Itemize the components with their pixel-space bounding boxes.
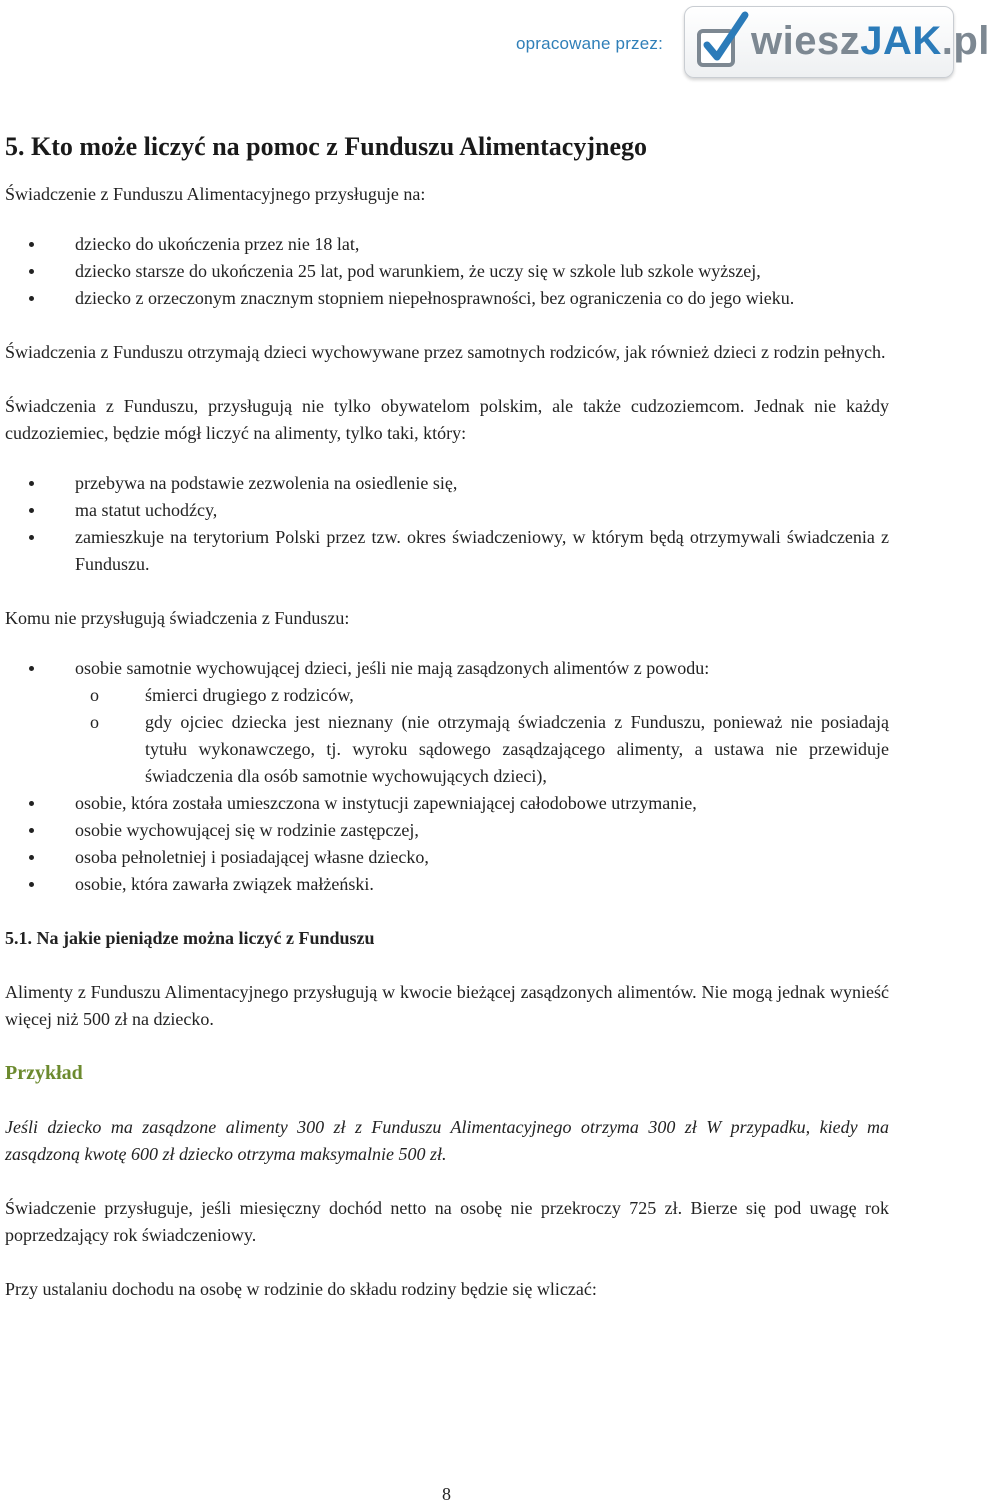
document-body [5,128,889,1303]
list-item: osobie wychowującej się w rodzinie zastępczej, [75,817,889,844]
wieszjak-logo[interactable] [684,6,990,78]
eligibility-list [5,231,889,312]
list-item: osobie, która zawarła związek małżeński. [75,871,889,898]
subsection-title: 5.1. Na jakie pieniądze można liczyć z Funduszu [5,928,375,948]
amount-paragraph: Alimenty z Funduszu Alimentacyjnego przysługują w kwocie bieżącej zasądzonych alimentów. Nie mogą jednak wynieść więcej niż 500 zł na dziecko. [5,982,889,1029]
list-item: osobie samotnie wychowującej dzieci, jeśli nie mają zasądzonych alimentów z powodu: o śmierci drugiego z rodziców, o gdy ojciec dziecka jest nieznany (nie otrzymają świadczenia z Funduszu, ponieważ nie posiadają tytułu wykonawczego, tj. wyroku sądowego zasądzającego alimenty, a ustawa nie przewiduje świadczenia dla osób samotnie wychowujących dzieci), [75,655,889,790]
foreigner-conditions-list [5,470,889,578]
prepared-by-label: opracowane przez: [516,34,664,53]
not-entitled-intro: Komu nie przysługują świadczenia z Funduszu: [5,608,350,628]
list-item: o gdy ojciec dziecka jest nieznany (nie otrzymają świadczenia z Funduszu, ponieważ nie posiadają tytułu wykonawczego, tj. wyroku sądowego zasądzającego alimenty, a ustawa nie przewiduje świadczenia dla osób samotnie wychowujących dzieci), [145,709,889,790]
list-item: o śmierci drugiego z rodziców, [145,682,889,709]
reasons-list [75,682,889,790]
example-label: Przykład [5,1062,83,1084]
section-title: 5. Kto może liczyć na pomoc z Funduszu Alimentacyjnego [5,132,647,161]
not-entitled-list [5,655,889,898]
example-text: Jeśli dziecko ma zasądzone alimenty 300 zł z Funduszu Alimentacyjnego otrzyma 300 zł W przypadku, kiedy ma zasądzoną kwotę 600 zł dziecko otrzyma maksymalnie 500 zł. [5,1117,889,1164]
foreigners-paragraph: Świadczenia z Funduszu, przysługują nie tylko obywatelom polskim, ale także cudzoziemcom. Jednak nie każdy cudzoziemiec, będzie mógł liczyć na alimenty, tylko taki, który: [5,396,889,443]
eligibility-intro: Świadczenie z Funduszu Alimentacyjnego przysługuje na: [5,184,426,204]
list-item: osobie, która została umieszczona w instytucji zapewniającej całodobowe utrzymanie, [75,790,889,817]
logo-wordmark: wieszJAK.pl [751,19,990,63]
list-item: ma statut uchodźcy, [75,497,889,524]
list-item: zamieszkuje na terytorium Polski przez tzw. okres świadczeniowy, w którym będą otrzymywali świadczenia z Funduszu. [75,524,889,578]
income-paragraph: Świadczenie przysługuje, jeśli miesięczny dochód netto na osobę nie przekroczy 725 zł. Bierze się pod uwagę rok poprzedzający rok świadczeniowy. [5,1198,889,1245]
list-item: dziecko starsze do ukończenia 25 lat, pod warunkiem, że uczy się w szkole lub szkole wyższej, [75,258,889,285]
list-item: dziecko do ukończenia przez nie 18 lat, [75,231,889,258]
family-paragraph: Przy ustalaniu dochodu na osobę w rodzinie do składu rodziny będzie się wliczać: [5,1279,597,1299]
page-number: 8 [442,1484,451,1504]
single-parents-paragraph: Świadczenia z Funduszu otrzymają dzieci wychowywane przez samotnych rodziców, jak również dzieci z rodzin pełnych. [5,342,886,362]
list-item: przebywa na podstawie zezwolenia na osiedlenie się, [75,470,889,497]
checkmark-icon [695,9,753,75]
list-item: osoba pełnoletniej i posiadającej własne dziecko, [75,844,889,871]
page-header [0,0,990,90]
list-item: dziecko z orzeczonym znacznym stopniem niepełnosprawności, bez ograniczenia co do jego wieku. [75,285,889,312]
